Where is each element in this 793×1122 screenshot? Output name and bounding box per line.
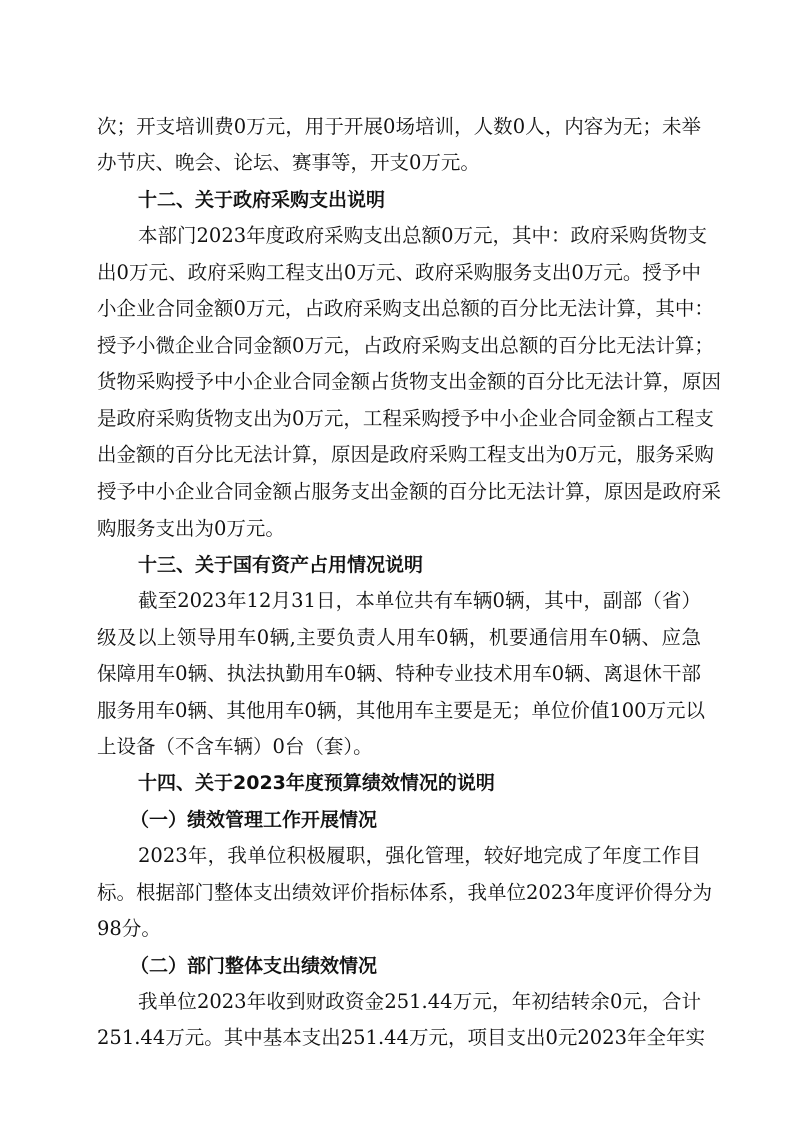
text-line: 本部门2023年度政府采购支出总额0万元，其中：政府采购货物支 — [138, 224, 708, 247]
text-line: 截至2023年12月31日，本单位共有车辆0辆，其中，副部（省） — [138, 589, 701, 612]
text-line: 98分。 — [97, 917, 161, 940]
text-line: 保障用车0辆、执法执勤用车0辆、特种专业技术用车0辆、离退休干部 — [97, 662, 701, 685]
text-line: 级及以上领导用车0辆,主要负责人用车0辆，机要通信用车0辆、应急 — [97, 626, 701, 649]
text-line: 是政府采购货物支出为0万元，工程采购授予中小企业合同金额占工程支 — [97, 407, 714, 430]
section-heading: （一）绩效管理工作开展情况 — [130, 809, 378, 831]
text-line: 上设备（不含车辆）0台（套）。 — [97, 735, 373, 758]
text-line: 次；开支培训费0万元，用于开展0场培训，人数0人，内容为无；未举 — [97, 115, 701, 138]
text-line: 小企业合同金额0万元，占政府采购支出总额的百分比无法计算，其中： — [97, 297, 714, 320]
section-heading: 十三、关于国有资产占用情况说明 — [138, 554, 424, 576]
text-line: 授予中小企业合同金额占服务支出金额的百分比无法计算，原因是政府采 — [97, 480, 722, 503]
text-line: 授予小微企业合同金额0万元，占政府采购支出总额的百分比无法计算； — [97, 334, 714, 357]
text-line: 办节庆、晚会、论坛、赛事等，开支0万元。 — [97, 151, 480, 174]
text-line: 货物采购授予中小企业合同金额占货物支出金额的百分比无法计算，原因 — [97, 370, 722, 393]
text-line: 服务用车0辆、其他用车0辆，其他用车主要是无；单位价值100万元以 — [97, 699, 706, 722]
text-line: 2023年，我单位积极履职，强化管理，较好地完成了年度工作目 — [138, 844, 701, 867]
section-heading: （二）部门整体支出绩效情况 — [130, 955, 378, 977]
text-line: 我单位2023年收到财政资金251.44万元，年初结转余0元，合计 — [138, 990, 701, 1013]
section-heading: 十二、关于政府采购支出说明 — [138, 189, 386, 211]
text-line: 出0万元、政府采购工程支出0万元、政府采购服务支出0万元。授予中 — [97, 261, 701, 284]
text-line: 251.44万元。其中基本支出251.44万元，项目支出0元2023年全年实 — [97, 1026, 705, 1049]
text-line: 出金额的百分比无法计算，原因是政府采购工程支出为0万元，服务采购 — [97, 443, 714, 466]
text-line: 购服务支出为0万元。 — [97, 517, 285, 540]
section-heading: 十四、关于2023年度预算绩效情况的说明 — [138, 772, 495, 794]
text-line: 标。根据部门整体支出绩效评价指标体系，我单位2023年度评价得分为 — [97, 881, 713, 904]
